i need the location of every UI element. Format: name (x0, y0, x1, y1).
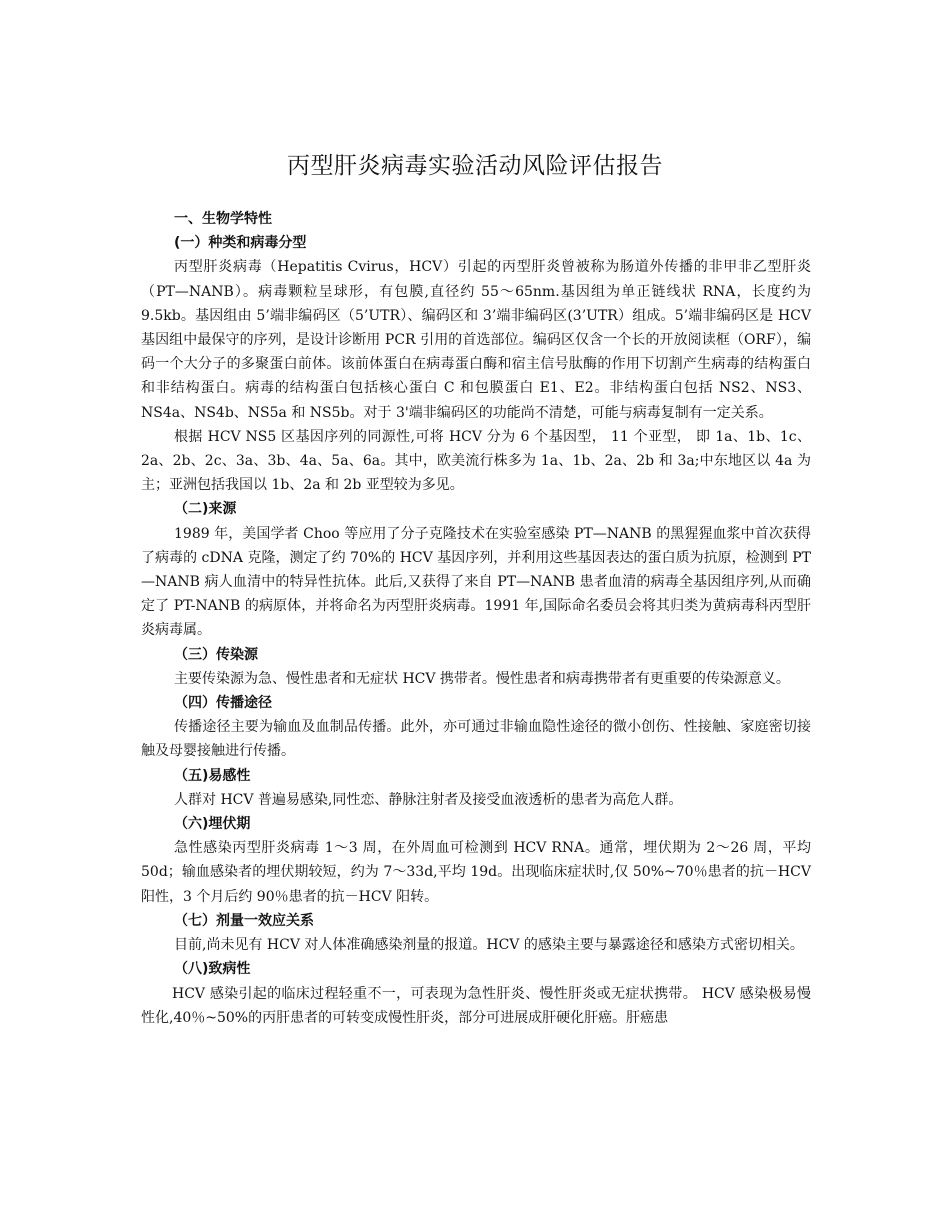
section-heading-biology: 一、生物学特性 (174, 211, 272, 227)
subsection-heading-incubation: （六)埋伏期 (174, 816, 251, 833)
paragraph-transmission: 传播途径主要为输血及血制品传播。此外，亦可通过非输血隐性途径的微小创伤、性接触、家庭密切接触及母婴接触进行传播。 (141, 719, 811, 760)
subsection-heading-source: （二)来源 (174, 501, 237, 518)
subsection-heading-dose-response: （七）剂量一效应关系 (174, 912, 314, 929)
paragraph-types-1: 丙型肝炎病毒（Hepatitis Cvirus，HCV）引起的丙型肝炎曾被称为肠道外传播的非甲非乙型肝炎（PT—NANB）。病毒颗粒呈球形，有包膜,直径约 55～65nm.基因组为单正链线状 RNA，长度约为 9.5kb。基因组由 5’端非编码区（5’UTR）、编码区和 3’端非编码区(3’UTR）组成。5’端非编码区是 HCV 基因组中最保守的序列，是设计诊断用 PCR 引用的首选部位。编码区仅含一个长的开放阅读框（ORF），编码一个大分子的多聚蛋白前体。该前体蛋白在病毒蛋白酶和宿主信号肽酶的作用下切割产生病毒的结构蛋白和非结构蛋白。病毒的结构蛋白包括核心蛋白 C 和包膜蛋白 E1、E2。非结构蛋白包括 NS2、NS3、NS4a、NS4b、NS5a 和 NS5b。对于 3'端非编码区的功能尚不清楚，可能与病毒复制有一定关系。 (141, 259, 811, 421)
document-title: 丙型肝炎病毒实验活动风险评估报告 (287, 153, 663, 179)
subsection-heading-pathogenicity: （八)致病性 (174, 961, 251, 978)
paragraph-types-2: 根据 HCV NS5 区基因序列的同源性,可将 HCV 分为 6 个基因型， 11 个亚型， 即 1a、1b、1c、2a、2b、2c、3a、3b、4a、5a、6a。其中，欧美流行株多为 1a、1b、2a、2b 和 3a;中东地区以 4a 为主；亚洲包括我国以 1b、2a 和 2b 亚型较为多见。 (141, 428, 811, 494)
subsection-heading-susceptibility: （五)易感性 (174, 767, 251, 784)
paragraph-susceptibility: 人群对 HCV 普遍易感染,同性恋、静脉注射者及接受血液透析的患者为高危人群。 (174, 791, 683, 808)
paragraph-incubation: 急性感染丙型肝炎病毒 1～3 周，在外周血可检测到 HCV RNA。通常，埋伏期为 2～26 周，平均 50d；输血感染者的埋伏期较短，约为 7～33d,平均 19d。出现临床症状时,仅 50%~70％患者的抗－HCV 阳性，3 个月后约 90％患者的抗－HCV 阳转。 (141, 840, 811, 905)
paragraph-infection-source: 主要传染源为急、慢性患者和无症状 HCV 携带者。慢性患者和病毒携带者有更重要的传染源意义。 (174, 670, 790, 687)
paragraph-source: 1989 年，美国学者 Choo 等应用了分子克隆技术在实验室感染 PT—NANB 的黑猩猩血浆中首次获得了病毒的 cDNA 克隆，测定了约 70%的 HCV 基因序列，并利用这些基因表达的蛋白质为抗原，检测到 PT—NANB 病人血清中的特异性抗体。此后,又获得了来自 PT—NANB 患者血清的病毒全基因组序列,从而确定了 PT-NANB 的病原体，并将命名为丙型肝炎病毒。1991 年,国际命名委员会将其归类为黄病毒科丙型肝炎病毒属。 (141, 525, 811, 639)
paragraph-dose-response: 目前,尚未见有 HCV 对人体准确感染剂量的报道。HCV 的感染主要与暴露途径和感染方式密切相关。 (174, 937, 804, 954)
subsection-heading-transmission: （四）传播途径 (174, 695, 272, 712)
paragraph-pathogenicity: HCV 感染引起的临床过程轻重不一，可表现为急性肝炎、慢性肝炎或无症状携带。 HCV 感染极易慢性化,40％~50%的丙肝患者的可转变成慢性肝炎，部分可进展成肝硬化肝癌。肝癌患 (141, 985, 811, 1026)
subsection-heading-types: (一）种类和病毒分型 (174, 235, 307, 252)
subsection-heading-infection-source: （三）传染源 (174, 646, 258, 663)
document-body (141, 207, 811, 1030)
